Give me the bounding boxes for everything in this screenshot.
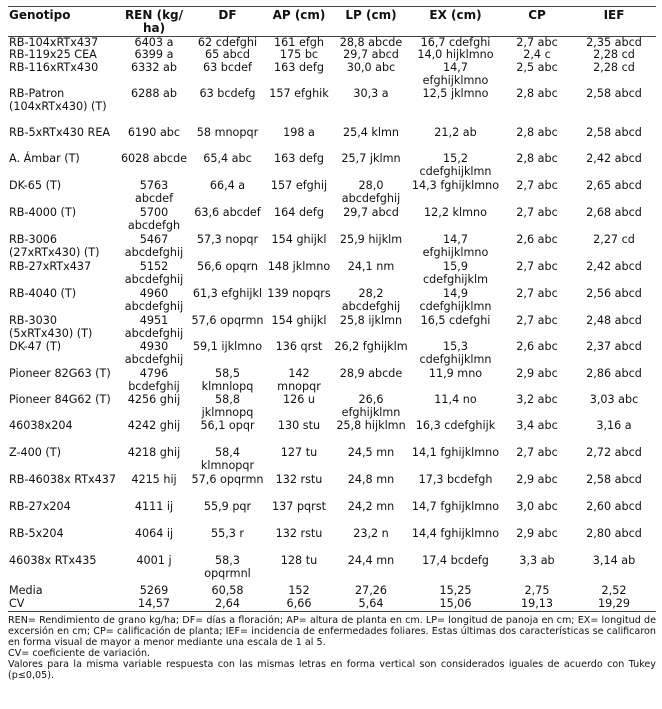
value-cell: 2,60 abcd <box>586 500 642 514</box>
table-row <box>8 528 656 555</box>
value-cell: 2,7 abc <box>516 206 558 220</box>
value-cell: 152 <box>288 584 310 598</box>
value-cell: 198 a <box>283 126 315 140</box>
table-row <box>8 394 656 420</box>
value-cell: 58,8 jklmnopq <box>201 393 254 419</box>
value-cell: 16,5 cdefghi <box>420 314 491 328</box>
table-row <box>8 474 656 501</box>
table-row <box>8 288 656 315</box>
header-ex: EX (cm) <box>409 7 502 37</box>
value-cell: 24,5 mn <box>347 446 395 460</box>
value-cell: 2,7 abc <box>516 179 558 193</box>
value-cell: 164 defg <box>274 206 324 220</box>
value-cell: 157 efghij <box>270 179 328 193</box>
header-ief: IEF <box>572 7 656 37</box>
value-cell: 58,5 klmnlopq <box>201 367 254 393</box>
value-cell: 2,68 abcd <box>586 206 642 220</box>
genotype-cell: Z-400 (T) <box>9 446 61 460</box>
value-cell: 19,13 <box>502 598 572 611</box>
genotype-cell: RB-27x204 <box>9 500 71 514</box>
table-row <box>8 207 656 234</box>
value-cell: 24,2 mn <box>347 500 395 514</box>
genotype-cell: RB-4040 (T) <box>9 287 77 301</box>
value-cell: 58,4 klmnopqr <box>200 446 255 472</box>
value-cell: 61,3 efghijkl <box>192 287 263 301</box>
value-cell: 55,3 r <box>210 527 245 541</box>
value-cell: 2,75 <box>524 584 550 598</box>
value-cell: 2,9 abc <box>516 473 558 487</box>
value-cell: 14,7 fghijklmno <box>411 500 500 514</box>
value-cell: 6,66 <box>265 598 333 611</box>
value-cell: 2,7 abc <box>516 36 558 49</box>
value-cell: 55,9 pqr <box>203 500 252 514</box>
table-row <box>8 261 656 288</box>
value-cell: 26,2 fghijklm <box>334 340 408 354</box>
value-cell: 17,4 bcdefg <box>422 554 489 568</box>
value-cell: 2,58 abcd <box>586 126 642 140</box>
value-cell: 24,8 mn <box>347 473 395 487</box>
table-row <box>8 180 656 207</box>
value-cell: 2,58 abcd <box>586 87 642 101</box>
value-cell: 163 defg <box>274 61 324 75</box>
value-cell: 57,6 opqrmn <box>191 473 264 487</box>
value-cell: 2,7 abc <box>516 260 558 274</box>
value-cell: 2,52 <box>601 584 627 598</box>
genotype-cell: RB-27xRTx437 <box>9 260 92 274</box>
value-cell: 3,0 abc <box>516 500 558 514</box>
value-cell: 15,3 cdefghijklmn <box>419 340 492 366</box>
value-cell: 175 bc <box>279 48 319 62</box>
genotype-cell: RB-104xRTx437 <box>9 36 99 49</box>
header-genotipo: Genotipo <box>8 7 118 37</box>
value-cell: 14,4 fghijklmno <box>411 527 500 541</box>
value-cell: 25,8 ijklmn <box>339 314 403 328</box>
header-df: DF <box>190 7 265 37</box>
genotype-cell: RB-3006 (27xRTx430) (T) <box>9 233 100 259</box>
results-table-container <box>8 6 656 681</box>
value-cell: 6399 a <box>134 48 174 62</box>
value-cell: 14,9 cdefghijklmn <box>419 287 492 313</box>
value-cell: 14,3 fghijklmno <box>411 179 500 193</box>
value-cell: 2,7 abc <box>516 314 558 328</box>
value-cell: 5467 abcdefghij <box>124 233 184 259</box>
value-cell: 136 qrst <box>275 340 323 354</box>
value-cell: 137 pqrst <box>272 500 326 514</box>
value-cell: 163 defg <box>274 152 324 166</box>
value-cell: 28,0 abcdefghij <box>341 179 401 205</box>
value-cell: 2,8 abc <box>516 152 558 166</box>
genotype-cell: RB-4000 (T) <box>9 206 77 220</box>
value-cell: 4930 abcdefghij <box>124 340 184 366</box>
genotype-cell: CV <box>8 598 118 611</box>
table-row <box>8 368 656 394</box>
footnote-cv: CV= coeficiente de variación. <box>8 647 151 659</box>
value-cell: 2,28 cd <box>593 61 635 75</box>
genotype-cell: RB-5x204 <box>9 527 64 541</box>
value-cell: 2,9 abc <box>516 527 558 541</box>
value-cell: 126 u <box>282 393 315 407</box>
value-cell: 2,35 abcd <box>586 36 642 49</box>
table-row <box>8 127 656 153</box>
value-cell: 2,86 abcd <box>586 367 642 381</box>
value-cell: 19,29 <box>572 598 656 611</box>
value-cell: 4111 ij <box>134 500 174 514</box>
genotype-cell: 46038x204 <box>9 419 73 433</box>
value-cell: 58 mnopqr <box>196 126 259 140</box>
value-cell: 6288 ab <box>131 87 177 101</box>
header-ap: AP (cm) <box>265 7 333 37</box>
value-cell: 14,57 <box>118 598 190 611</box>
value-cell: 23,2 n <box>353 527 389 541</box>
value-cell: 65 abcd <box>204 48 250 62</box>
value-cell: 4242 ghij <box>127 419 181 433</box>
value-cell: 2,8 abc <box>516 126 558 140</box>
value-cell: 3,16 a <box>596 419 632 433</box>
value-cell: 66,4 a <box>209 179 246 193</box>
value-cell: 3,3 ab <box>519 554 555 568</box>
value-cell: 2,7 abc <box>516 446 558 460</box>
value-cell: 21,2 ab <box>434 126 477 140</box>
table-body <box>8 37 656 612</box>
value-cell: 28,2 abcdefghij <box>341 287 401 313</box>
value-cell: 29,7 abcd <box>343 48 399 62</box>
value-cell: 5269 <box>139 584 169 598</box>
value-cell: 4218 ghij <box>127 446 181 460</box>
value-cell: 4064 ij <box>134 527 174 541</box>
value-cell: 5700 abcdefgh <box>127 206 181 232</box>
value-cell: 30,0 abc <box>346 61 396 75</box>
value-cell: 128 tu <box>280 554 318 568</box>
value-cell: 4951 abcdefghij <box>124 314 184 340</box>
value-cell: 2,58 abcd <box>586 473 642 487</box>
value-cell: 26,6 efghijklmn <box>341 393 401 419</box>
genotype-cell: RB-116xRTx430 <box>9 61 99 75</box>
value-cell: 16,7 cdefghi <box>420 36 491 49</box>
genotype-cell: Pioneer 82G63 (T) <box>9 367 111 381</box>
genotype-cell: DK-65 (T) <box>9 179 62 193</box>
value-cell: 2,28 cd <box>593 48 635 62</box>
value-cell: 4796 bcdefghij <box>128 367 180 393</box>
value-cell: 3,14 ab <box>592 554 636 568</box>
value-cell: 25,7 jklmn <box>341 152 401 166</box>
footnote-abbreviations: REN= Rendimiento de grano kg/ha; DF= días a floración; AP= altura de planta en cm. LP= longitud de panoja en cm; EX= longitud de excersión en cm; CP= calificación de planta; IEF= incidencia de enfermedades foliares. Estas últimas dos características se calificaron en forma visual de mayor a menor mediante una escala de 1 al 5. <box>8 614 656 648</box>
value-cell: 2,48 abcd <box>586 314 642 328</box>
value-cell: 5152 abcdefghij <box>124 260 184 286</box>
table-row <box>8 234 656 261</box>
value-cell: 58,3 opqrmnl <box>204 554 251 580</box>
value-cell: 5,64 <box>333 598 409 611</box>
table-row <box>8 555 656 585</box>
value-cell: 2,56 abcd <box>586 287 642 301</box>
value-cell: 5763 abcdef <box>134 179 174 205</box>
table-row <box>8 598 656 611</box>
table-row <box>8 62 656 88</box>
value-cell: 59,1 ijklmno <box>192 340 263 354</box>
value-cell: 60,58 <box>211 584 244 598</box>
table-row <box>8 501 656 528</box>
value-cell: 2,8 abc <box>516 87 558 101</box>
value-cell: 132 rstu <box>275 527 323 541</box>
value-cell: 14,0 hijklmno <box>417 48 494 62</box>
value-cell: 2,6 abc <box>516 233 558 247</box>
value-cell: 65,4 abc <box>203 152 252 166</box>
table-row <box>8 315 656 341</box>
value-cell: 142 mnopqr <box>277 367 321 393</box>
footnote-tukey: Valores para la misma variable respuesta con las mismas letras en forma vertical son considerados iguales de acuerdo con Tukey (p≤0,05). <box>8 658 656 681</box>
value-cell: 25,8 hijklmn <box>336 419 406 433</box>
value-cell: 30,3 a <box>353 87 389 101</box>
table-row <box>8 447 656 474</box>
value-cell: 6403 a <box>134 36 174 49</box>
value-cell: 14,1 fghijklmno <box>411 446 500 460</box>
table-row <box>8 341 656 368</box>
genotype-cell: Pioneer 84G62 (T) <box>9 393 111 407</box>
value-cell: 2,72 abcd <box>586 446 642 460</box>
genotype-cell: RB-46038x RTx437 <box>9 473 117 487</box>
header-ren: REN (kg/ ha) <box>118 7 190 37</box>
value-cell: 154 ghijkl <box>271 314 327 328</box>
value-cell: 2,80 abcd <box>586 527 642 541</box>
value-cell: 24,4 mn <box>347 554 395 568</box>
value-cell: 2,7 abc <box>516 287 558 301</box>
value-cell: 2,37 abcd <box>586 340 642 354</box>
table-header-row <box>8 7 656 37</box>
value-cell: 132 rstu <box>275 473 323 487</box>
genotype-cell: 46038x RTx435 <box>9 554 97 568</box>
value-cell: 15,2 cdefghijklmn <box>419 152 492 178</box>
value-cell: 17,3 bcdefgh <box>418 473 493 487</box>
value-cell: 6332 ab <box>131 61 177 75</box>
value-cell: 2,65 abcd <box>586 179 642 193</box>
value-cell: 57,3 nopqr <box>196 233 259 247</box>
value-cell: 63,6 abcdef <box>194 206 261 220</box>
genotype-cell: RB-3030 (5xRTx430) (T) <box>9 314 93 340</box>
genotype-cell: RB-Patron (104xRTx430) (T) <box>9 87 107 113</box>
value-cell: 2,6 abc <box>516 340 558 354</box>
value-cell: 28,8 abcde <box>339 36 403 49</box>
value-cell: 4001 j <box>136 554 172 568</box>
table-row <box>8 420 656 447</box>
value-cell: 3,4 abc <box>516 419 558 433</box>
value-cell: 130 stu <box>277 419 321 433</box>
value-cell: 4256 ghij <box>127 393 181 407</box>
value-cell: 29,7 abcd <box>343 206 399 220</box>
value-cell: 56,1 opqr <box>200 419 255 433</box>
value-cell: 56,6 opqrn <box>196 260 258 274</box>
value-cell: 28,9 abcde <box>339 367 403 381</box>
header-lp: LP (cm) <box>333 7 409 37</box>
value-cell: 62 cdefghi <box>197 36 258 49</box>
value-cell: 15,25 <box>439 584 472 598</box>
table-row <box>8 37 656 50</box>
genotype-cell: Media <box>9 584 43 598</box>
genotype-cell: DK-47 (T) <box>9 340 62 354</box>
value-cell: 6028 abcde <box>120 152 188 166</box>
table-row <box>8 49 656 62</box>
value-cell: 161 efgh <box>274 36 324 49</box>
value-cell: 14,7 efghijklmno <box>422 61 489 87</box>
genotype-cell: A. Ámbar (T) <box>9 152 80 166</box>
value-cell: 12,5 jklmno <box>422 87 489 101</box>
value-cell: 25,9 hijklm <box>339 233 403 247</box>
value-cell: 16,3 cdefghijk <box>415 419 496 433</box>
value-cell: 148 jklmno <box>267 260 331 274</box>
value-cell: 4960 abcdefghij <box>124 287 184 313</box>
genotype-cell: RB-119x25 CEA <box>9 48 97 62</box>
value-cell: 57,6 opqrmn <box>191 314 264 328</box>
value-cell: 2,5 abc <box>516 61 558 75</box>
value-cell: 25,4 klmn <box>342 126 400 140</box>
value-cell: 2,4 c <box>523 48 551 62</box>
value-cell: 2,9 abc <box>516 367 558 381</box>
value-cell: 127 tu <box>280 446 318 460</box>
value-cell: 24,1 nm <box>347 260 395 274</box>
value-cell: 2,64 <box>190 598 265 611</box>
value-cell: 15,9 cdefghijklm <box>423 260 488 286</box>
value-cell: 11,9 mno <box>428 367 483 381</box>
table-row <box>8 585 656 598</box>
value-cell: 2,27 cd <box>593 233 635 247</box>
genotype-results-table <box>8 6 656 612</box>
value-cell: 15,06 <box>409 598 502 611</box>
value-cell: 63 bcdefg <box>199 87 256 101</box>
value-cell: 63 bcdef <box>203 61 252 75</box>
table-footnotes <box>8 615 656 681</box>
table-row <box>8 88 656 127</box>
value-cell: 157 efghik <box>269 87 329 101</box>
value-cell: 3,03 abc <box>589 393 639 407</box>
value-cell: 12,2 klmno <box>424 206 487 220</box>
value-cell: 2,42 abcd <box>586 152 642 166</box>
genotype-cell: RB-5xRTx430 REA <box>9 126 111 140</box>
value-cell: 6190 abc <box>127 126 181 140</box>
value-cell: 11,4 no <box>434 393 477 407</box>
header-cp: CP <box>502 7 572 37</box>
value-cell: 3,2 abc <box>516 393 558 407</box>
value-cell: 4215 hij <box>131 473 177 487</box>
value-cell: 14,7 efghijklmno <box>422 233 489 259</box>
value-cell: 2,42 abcd <box>586 260 642 274</box>
table-row <box>8 153 656 180</box>
value-cell: 27,26 <box>354 584 388 598</box>
value-cell: 154 ghijkl <box>271 233 327 247</box>
value-cell: 139 nopqrs <box>267 287 331 301</box>
